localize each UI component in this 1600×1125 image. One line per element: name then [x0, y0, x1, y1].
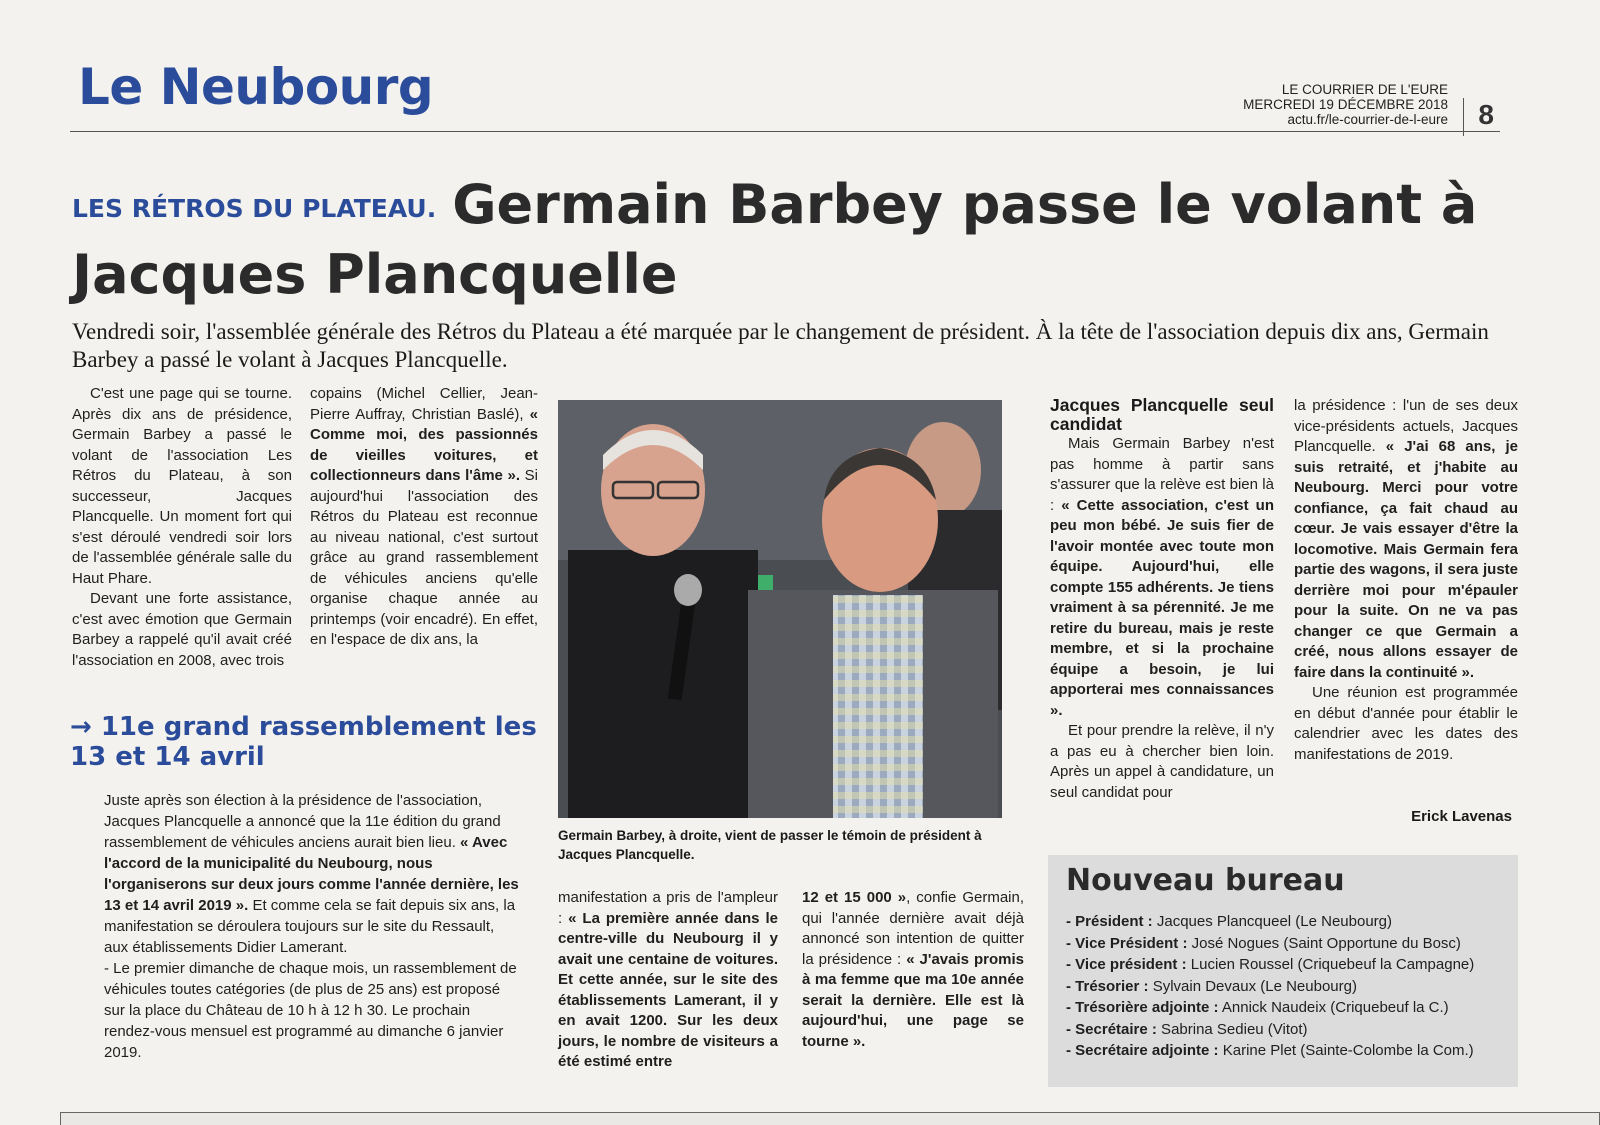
- member-name: Lucien Roussel (Criquebeuf la Campagne): [1186, 956, 1475, 973]
- masthead-date: MERCREDI 19 DÉCEMBRE 2018: [1243, 97, 1448, 112]
- masthead-url: actu.fr/le-courrier-de-l-eure: [1287, 112, 1448, 127]
- col4-quote-2: « J'avais promis à ma femme que ma 10e année serait la dernière. Elle est là aujourd'hui, une page se tourne ».: [802, 950, 1024, 1050]
- headline-text: Germain Barbey passe le volant à Jacques Plancquelle: [72, 173, 1478, 306]
- col6-paragraph-2: Une réunion est programmée en début d'année pour établir le calendrier avec les dates des manifestations de 2019.: [1294, 684, 1518, 763]
- encadre-quote: « Avec l'accord de la municipalité du Neubourg, nous l'organiserons sur deux jours comme l'année dernière, les 13 et 14 avril 2019 ».: [104, 834, 519, 914]
- bureau-member: [1066, 1040, 1474, 1062]
- col2-paragraph: [310, 384, 538, 651]
- column-5: [1050, 396, 1274, 803]
- encadre-paragraph-1: [104, 790, 522, 958]
- bureau-member: [1066, 1019, 1474, 1041]
- section-title: Le Neubourg: [78, 58, 434, 116]
- member-name: Sylvain Devaux (Le Neubourg): [1148, 977, 1357, 995]
- encadre-paragraph-2: - Le premier dimanche de chaque mois, un rassemblement de véhicules toutes catégories (de plus de 25 ans) est proposé sur la place du Château de 10 h à 12 h 30. Le prochain rendez-vous mensuel est programmé au dimanche 6 janvier 2019.: [104, 960, 517, 1061]
- encadre-title: → 11e grand rassemblement les 13 et 14 avril: [70, 712, 537, 772]
- column-4: [802, 888, 1024, 1052]
- col2-text-a: copains (Michel Cellier, Jean-Pierre Auffray, Christian Baslé),: [310, 385, 538, 423]
- bureau-member: [1066, 954, 1474, 976]
- bureau-title: Nouveau bureau: [1066, 863, 1345, 898]
- member-role: - Trésorière adjointe :: [1066, 999, 1219, 1016]
- col5-text-a: Mais Germain Barbey n'est pas homme à partir sans s'assurer que la relève est bien là :: [1050, 435, 1274, 514]
- col4-paragraph: [802, 888, 1024, 1052]
- col4-text-a: , confie Germain, qui l'année dernière avait déjà annoncé son intention de quitter la présidence :: [802, 889, 1025, 968]
- member-role: - Secrétaire :: [1066, 1020, 1157, 1038]
- col4-quote-1: 12 et 15 000 »: [802, 889, 907, 906]
- byline: Erick Lavenas: [1411, 808, 1512, 825]
- bureau-member: [1066, 911, 1474, 933]
- col5-paragraph-2: Et pour prendre la relève, il n'y a pas eu à chercher bien loin. Après un appel à candidature, un seul candidat pour: [1050, 722, 1274, 801]
- masthead-paper: LE COURRIER DE L'EURE: [1281, 82, 1448, 97]
- col1-paragraph-2: Devant une forte assistance, c'est avec émotion que Germain Barbey a rappelé qu'il avait créé l'association en 2008, avec trois: [72, 590, 292, 669]
- subhead: Jacques Plancquelle seul candidat: [1050, 395, 1274, 434]
- member-role: - Trésorier :: [1066, 977, 1149, 995]
- member-role: - Président :: [1066, 913, 1153, 930]
- member-name: José Nogues (Saint Opportune du Bosc): [1187, 934, 1461, 952]
- member-name: Jacques Plancqueel (Le Neubourg): [1152, 913, 1393, 930]
- masthead: [1243, 82, 1448, 127]
- chapo: Vendredi soir, l'assemblée générale des Rétros du Plateau a été marquée par le changement de président. À la tête de l'association depuis dix ans, Germain Barbey a passé le volant à Jacques Plancquelle.: [72, 319, 1489, 372]
- member-name: Annick Naudeix (Criquebeuf la C.): [1218, 999, 1449, 1016]
- member-role: - Vice président :: [1066, 956, 1187, 973]
- masthead-rule: [70, 131, 1500, 132]
- member-role: - Secrétaire adjointe :: [1066, 1042, 1219, 1059]
- column-3: [558, 888, 778, 1073]
- photo-caption: Germain Barbey, à droite, vient de passer le témoin de président à Jacques Plancquelle.: [558, 828, 982, 862]
- page-number: 8: [1463, 98, 1494, 136]
- bureau-member: [1066, 976, 1474, 998]
- kicker: LES RÉTROS DU PLATEAU.: [72, 194, 437, 223]
- column-1: [72, 384, 292, 671]
- member-name: Sabrina Sedieu (Vitot): [1156, 1020, 1308, 1038]
- column-2: [310, 384, 538, 651]
- bottom-rule: [60, 1112, 1600, 1125]
- bureau-member: [1066, 933, 1474, 955]
- encadre-text-b: Et comme cela se fait depuis six ans, la manifestation se déroulera toujours sur le site du Ressault, aux établissements Didier Lamerant.: [104, 897, 516, 956]
- col2-text-b: Si aujourd'hui l'association des Rétros du Plateau est reconnue au niveau national, c'est surtout grâce au grand rassemblement de véhicules anciens qu'elle organise chaque année au printemps (voir encadré). En effet, en l'espace de dix ans, la: [310, 467, 538, 648]
- member-name: Karine Plet (Sainte-Colombe la Com.): [1218, 1042, 1474, 1059]
- col6-text-a: la présidence : l'un de ses deux vice-présidents actuels, Jacques Plancquelle.: [1294, 397, 1518, 455]
- encadre-text-a: Juste après son élection à la présidence de l'association, Jacques Plancquelle a annoncé que la 11e édition du grand rassemblement de véhicules anciens aurait bien lieu.: [104, 792, 501, 851]
- column-6: [1294, 396, 1518, 765]
- col6-quote: « J'ai 68 ans, je suis retraité, et j'habite au Neubourg. Merci pour votre confiance, ça fait chaud au cœur. Je vais essayer d'être la locomotive. Mais Germain fera partie des wagons, il sera juste derrière moi pour m'épauler pour la suite. On ne va pas changer ce que Germain a créé, nous allons essayer de faire dans la continuité ».: [1294, 438, 1518, 681]
- col3-paragraph: [558, 888, 778, 1073]
- bureau-box: [1048, 855, 1518, 1087]
- col3-text-a: manifestation a pris de l'ampleur :: [558, 889, 778, 927]
- col5-paragraph-1: [1050, 434, 1274, 721]
- member-role: - Vice Président :: [1066, 934, 1188, 952]
- col1-paragraph-1: C'est une page qui se tourne. Après dix ans de présidence, Germain Barbey a passé le volant de l'association Les Rétros du Plateau, à son successeur, Jacques Plancquelle. Un moment fort qui s'est déroulé vendredi soir lors de l'assemblée générale salle du Haut Phare.: [72, 385, 292, 587]
- col5-quote: « Cette association, c'est un peu mon bébé. Je suis fier de l'avoir montée avec toute mon équipe. Aujourd'hui, elle compte 155 adhérents. Je tiens vraiment à sa pérennité. Je me retire du bureau, mais je reste membre, et si la prochaine équipe a besoin, je lui apporterai mes connaissances ».: [1050, 496, 1274, 719]
- article-photo: [558, 400, 1002, 818]
- col3-quote: « La première année dans le centre-ville du Neubourg il y avait une centaine de voitures. Et cette année, sur le site des établissements Lamerant, il y en avait 1200. Sur les deux jours, le nombre de visiteurs a été estimé entre: [558, 909, 778, 1070]
- col6-paragraph-1: [1294, 396, 1518, 683]
- bureau-member: [1066, 997, 1474, 1019]
- col2-quote: « Comme moi, des passionnés de vieilles voitures, et collectionneurs dans l'âme ».: [310, 405, 538, 484]
- bureau-list: [1066, 911, 1474, 1062]
- headline: [72, 172, 1492, 308]
- encadre-body: [104, 790, 522, 1063]
